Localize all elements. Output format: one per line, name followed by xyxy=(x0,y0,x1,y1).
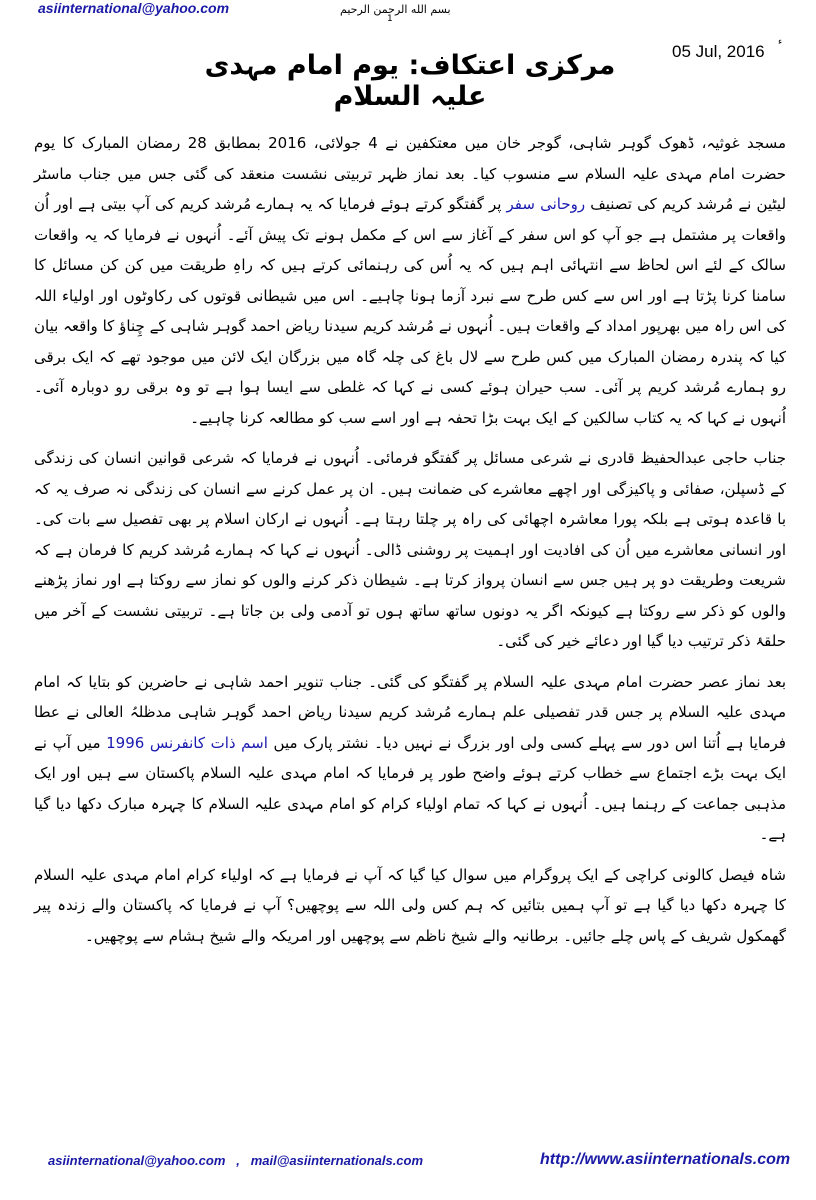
article-body xyxy=(34,128,786,961)
footer-email-1[interactable]: asiinternational@yahoo.com xyxy=(48,1153,226,1168)
header-email-link[interactable]: asiinternational@yahoo.com xyxy=(38,0,230,16)
paragraph-4-text: شاہ فیصل کالونی کراچی کے ایک پروگرام میں سوال کیا گیا کہ آپ نے فرمایا ہے کہ اولیاء کرام امام مہدی علیہ السلام کا چہرہ دکھا دیا گیا ہے تو آپ ہمیں بتائیں کہ ہم کس ولی اللہ سے پوچھیں؟ آپ نے فرمایا کہ پاکستان والے زندہ پیر گھمکول شریف کے پاس چلے جائیں۔ برطانیہ والے شیخ ناظم سے پوچھیں اور امریکہ والے شیخ ہشام سے پوچھیں۔ xyxy=(34,865,786,945)
footer-website-link[interactable]: http://www.asiinternationals.com xyxy=(540,1151,791,1168)
page-number: 1 xyxy=(387,14,393,24)
footer-separator: , xyxy=(236,1153,240,1168)
book-link-rohani-safar[interactable]: روحانی سفر xyxy=(506,195,586,213)
paragraph-3 xyxy=(34,667,786,850)
paragraph-3-text: بعد نماز عصر حضرت امام مہدی علیہ السلام پر گفتگو کی گئی۔ جناب تنویر احمد شاہی نے حاضرین کو بتایا کہ امام مہدی علیہ السلام پر جس قدر تفصیلی علم ہمارے مُرشد کریم سیدنا ریاض احمد گوہر شاہی مدظلہُ العالی نے عطا فرمایا ہے اُتنا اس دور سے پہلے کسی ولی اور بزرگ نے نہیں دیا۔ نشتر پارک میں xyxy=(34,672,786,752)
conference-link[interactable]: اسم ذات کانفرنس 1996 xyxy=(106,733,268,752)
bismillah-heading: بسم الله الرحمن الرحیم xyxy=(340,3,451,16)
article-date: 05 Jul, 2016 xyxy=(672,42,765,61)
paragraph-2-text: جناب حاجی عبدالحفیظ قادری نے شرعی مسائل پر گفتگو فرمائی۔ اُنہوں نے فرمایا کہ شرعی قوانین انسان کی زندگی کے ڈسپلن، صفائی و پاکیزگی اور اچھے معاشرے کی ضمانت ہیں۔ ان پر عمل کرنے سے انسان کی زندگی نہ صرف یہ کہ با قاعدہ ہوتی ہے بلکہ پورا معاشرہ اچھائی کی راہ پر چلتا رہتا ہے۔ اُنہوں نے ارکان اسلام پر بھی تفصیل سے بات کی۔ اور انسانی معاشرے میں اُن کی افادیت اور اہمیت پر روشنی ڈالی۔ اُنہوں نے کہا کہ ہمارے مُرشد کریم کا فرمان ہے کہ شریعت وطریقت دو پر ہیں جس سے انسان پرواز کرتا ہے۔ شیطان ذکر کرنے والوں کو نماز سے روکتا ہے اور نماز پڑھنے والوں کو ذکر سے روکتا ہے کیونکہ اگر یہ دونوں ساتھ ساتھ ہوں تو آدمی ولی بن جاتا ہے۔ تربیتی نشست کے آخر میں حلقۂ ذکر ترتیب دیا گیا اور دعائے خیر کی گئی۔ xyxy=(34,449,786,650)
paragraph-3-text-cont: میں آپ نے ایک بہت بڑے اجتماع سے خطاب کرتے ہوئے واضح طور پر فرمایا کہ امام مہدی علیہ السلام پاکستان سے ہیں اور ایک مذہبی جماعت کے رہنما ہیں۔ اُنہوں نے کہا کہ تمام اولیاء کرام کو امام مہدی علیہ السلام کا چہرہ مبارک دکھا دیا گیا ہے۔ xyxy=(34,733,786,843)
paragraph-2 xyxy=(34,443,786,657)
paragraph-1-text-cont: پر گفتگو کرتے ہوئے فرمایا کہ یہ ہمارے مُرشد کریم کی آپ بیتی ہے اور اُن واقعات پر مشتمل ہے جو آپ کو اس سفر کے آغاز سے اس کے مکمل ہونے تک پیش آئے۔ اُنہوں نے فرمایا کہ یہ واقعات سالک کے لئے اس لحاظ سے انتہائی اہم ہیں کہ یہ اُس کی رہنمائی کرتے ہیں کہ راہِ طریقت میں کن کن مسائل کا سامنا کرنا پڑتا ہے اور اس سے کس طرح سے نبرد آزما ہونا چاہیے۔ اس میں شیطانی قوتوں کی رکاوٹوں اور اولیاء اللہ کی اس راہ میں بھرپور امداد کے واقعات ہیں۔ اُنہوں نے مُرشد کریم سیدنا ریاض احمد گوہر شاہی کے چِناؤ کا واقعہ بیان کیا کہ پندرہ رمضان المبارک میں کس طرح سے لال باغ کی چلہ گاہ میں بزرگان ایک لائن میں موجود تھے کہ ایک برقی رو ہمارے مُرشد کریم پر آئی۔ سب حیران ہوئے کسی نے کہا کہ غلطی سے ایسا ہوا ہے تو وہ برقی رو دوبارہ آئی۔ اُنہوں نے کہا کہ یہ کتاب سالکین کے ایک بہت بڑا تحفہ ہے اور اسے سب کو مطالعہ کرنا چاہیے۔ xyxy=(34,195,786,427)
page-footer xyxy=(0,1150,816,1174)
footer-email-2[interactable]: mail@asiinternationals.com xyxy=(250,1153,424,1168)
article-title: مرکزی اعتکاف: یوم امام مہدی علیہ السلام xyxy=(204,50,616,112)
paragraph-1-text: مسجد غوثیہ، ڈھوک گوہر شاہی، گوجر خان میں معتکفین نے 4 جولائی، 2016 بمطابق 28 رمضان المبارک کا یوم حضرت امام مہدی علیہ السلام سے منسوب کیا۔ بعد نماز ظہر تربیتی نشست منعقد کی گئی جس میں جناب ماسٹر لیٹین نے مُرشد کریم کی تصنیف xyxy=(34,134,787,213)
date-mark: ء xyxy=(778,37,783,47)
footer-emails xyxy=(48,1153,423,1168)
paragraph-1 xyxy=(34,128,786,433)
paragraph-4 xyxy=(34,860,786,952)
